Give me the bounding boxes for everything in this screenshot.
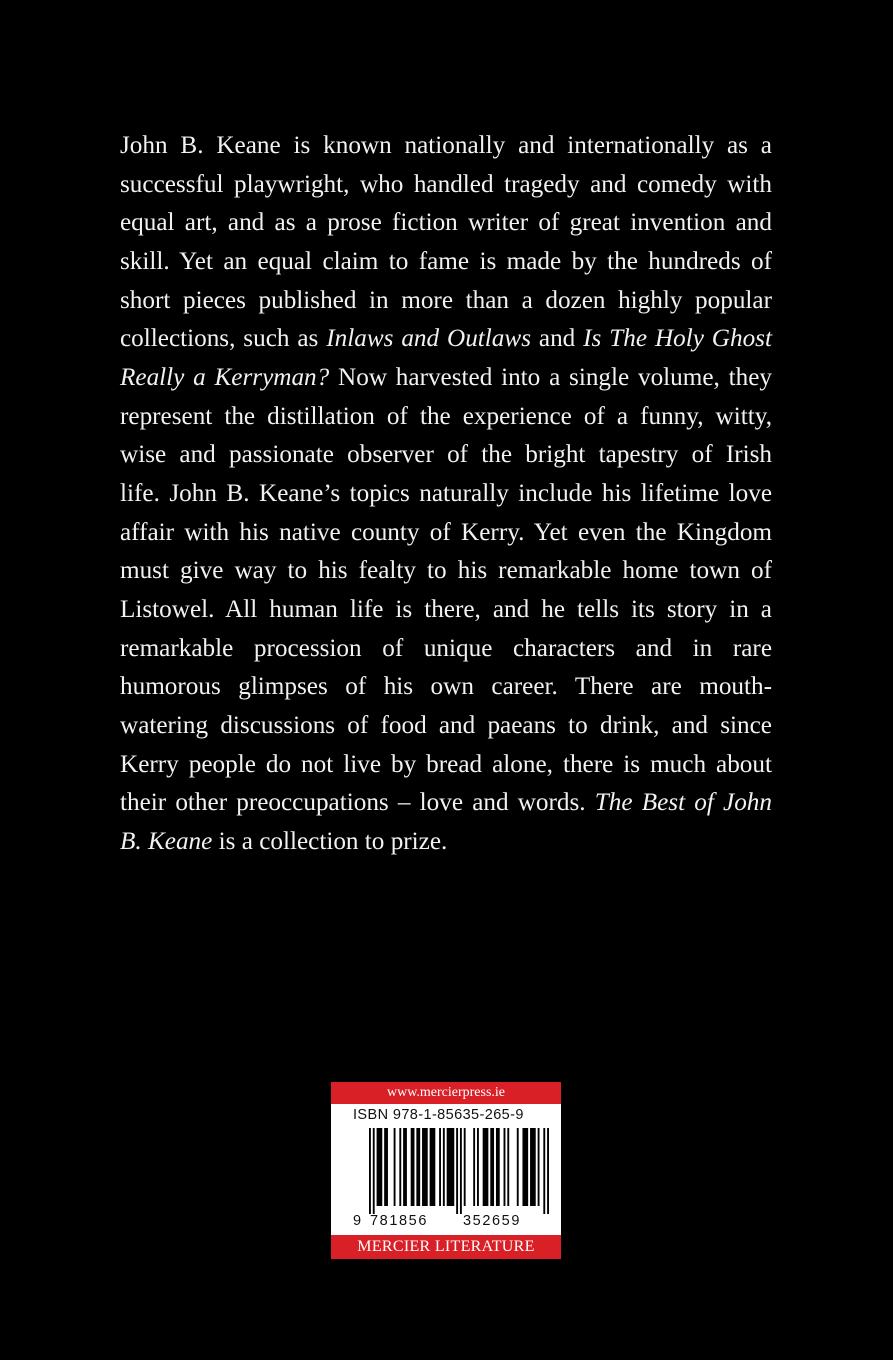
barcode-bar bbox=[411, 1128, 415, 1206]
blurb-line bbox=[120, 475, 772, 514]
barcode-bar bbox=[530, 1128, 536, 1206]
blurb-text-run: Listowel. All human life is there, and he tells its story in a bbox=[120, 595, 772, 623]
blurb-line bbox=[120, 282, 772, 321]
blurb-line bbox=[120, 166, 772, 205]
blurb-text-run: humorous glimpses of his own career. There are mouth- bbox=[120, 673, 772, 701]
barcode-bar bbox=[399, 1128, 401, 1206]
barcode-bar bbox=[443, 1128, 445, 1206]
blurb-text-run: collections, such as bbox=[120, 325, 327, 353]
blurb-line bbox=[120, 746, 772, 785]
italic-title: Is The Holy Ghost bbox=[583, 325, 772, 353]
blurb-text-run: John B. Keane is known nationally and internationally as a bbox=[120, 132, 772, 159]
barcode-bar bbox=[473, 1128, 475, 1206]
barcode-bar bbox=[477, 1128, 479, 1206]
blurb-line bbox=[120, 359, 772, 398]
blurb-text-run: must give way to his fealty to his remarkable home town of bbox=[120, 557, 772, 585]
barcode-bar bbox=[517, 1128, 519, 1206]
barcode-bar bbox=[439, 1128, 441, 1206]
barcode-digit-first: 9 bbox=[353, 1213, 362, 1229]
italic-title: Inlaws and Outlaws bbox=[326, 325, 531, 353]
barcode-bar bbox=[384, 1128, 388, 1206]
blurb-text-run: is a collection to prize. bbox=[212, 827, 448, 855]
barcode-bar bbox=[460, 1128, 462, 1214]
blurb-text-run: successful playwright, who handled tragedy and comedy with bbox=[120, 170, 772, 198]
blurb-line bbox=[120, 668, 772, 707]
barcode-bar bbox=[522, 1128, 528, 1206]
blurb-text-run: short pieces published in more than a dozen highly popular bbox=[120, 286, 772, 314]
barcode-bar bbox=[504, 1128, 506, 1206]
barcode-bar bbox=[507, 1128, 509, 1206]
barcode-bar bbox=[394, 1128, 396, 1206]
blurb-line bbox=[120, 398, 772, 437]
imprint-label: MERCIER LITERATURE bbox=[331, 1235, 561, 1259]
blurb-text-run: Kerry people do not live by bread alone, there is much about bbox=[120, 750, 772, 778]
blurb-line bbox=[120, 127, 772, 166]
blurb-text-run: wise and passionate observer of the bright tapestry of Irish bbox=[120, 441, 772, 469]
blurb-text-run: their other preoccupations – love and words. bbox=[120, 789, 595, 817]
barcode-bar bbox=[483, 1128, 489, 1206]
blurb-line bbox=[120, 823, 772, 862]
blurb-line bbox=[120, 436, 772, 475]
blurb-line bbox=[120, 630, 772, 669]
blurb-text-run: represent the distillation of the experience of a funny, witty, bbox=[120, 402, 772, 430]
blurb-line bbox=[120, 204, 772, 243]
blurb-line bbox=[120, 591, 772, 630]
blurb-line bbox=[120, 707, 772, 746]
barcode-digits-right: 352659 bbox=[463, 1213, 521, 1229]
blurb-line bbox=[120, 320, 772, 359]
barcode-bar bbox=[447, 1128, 455, 1206]
barcode-bar bbox=[543, 1128, 545, 1214]
barcode-bar bbox=[369, 1128, 371, 1214]
isbn-label: ISBN 978-1-85635-265-9 bbox=[353, 1107, 524, 1123]
barcode-bar bbox=[464, 1128, 466, 1206]
blurb-line bbox=[120, 243, 772, 282]
blurb-text-run: Now harvested into a single volume, they bbox=[329, 363, 772, 391]
barcode-bar bbox=[403, 1128, 407, 1206]
barcode-bar bbox=[377, 1128, 383, 1206]
blurb-text-run: remarkable procession of unique characters and in rare bbox=[120, 634, 772, 662]
barcode-bar bbox=[456, 1128, 458, 1214]
barcode-bar bbox=[430, 1128, 436, 1206]
barcode-bar bbox=[547, 1128, 549, 1214]
barcode-digits-left: 781856 bbox=[370, 1213, 428, 1229]
barcode-bar bbox=[496, 1128, 500, 1206]
blurb-text-run: life. John B. Keane’s topics naturally include his lifetime love bbox=[120, 479, 772, 507]
barcode-digits bbox=[353, 1213, 549, 1233]
blurb-text-run: skill. Yet an equal claim to fame is made by the hundreds of bbox=[120, 247, 772, 275]
italic-title: Really a Kerryman? bbox=[120, 363, 330, 391]
barcode-panel bbox=[331, 1082, 561, 1259]
barcode-bar bbox=[373, 1128, 375, 1214]
blurb-text-run: equal art, and as a prose fiction writer of great invention and bbox=[120, 209, 772, 237]
barcode-bar bbox=[538, 1128, 540, 1206]
barcode-bar bbox=[422, 1128, 428, 1206]
barcode-bar bbox=[490, 1128, 494, 1206]
blurb-text-run: and bbox=[531, 325, 584, 353]
italic-title: The Best of John bbox=[594, 789, 772, 817]
publisher-website: www.mercierpress.ie bbox=[331, 1082, 561, 1104]
barcode-bars bbox=[353, 1128, 549, 1214]
italic-title: B. Keane bbox=[120, 827, 213, 855]
barcode-bar bbox=[416, 1128, 420, 1206]
blurb-text-run: affair with his native county of Kerry. Yet even the Kingdom bbox=[120, 518, 772, 546]
blurb-line bbox=[120, 514, 772, 553]
blurb-text-run: watering discussions of food and paeans to drink, and since bbox=[120, 711, 772, 739]
blurb-text bbox=[120, 127, 772, 861]
blurb-line bbox=[120, 784, 772, 823]
blurb-line bbox=[120, 552, 772, 591]
